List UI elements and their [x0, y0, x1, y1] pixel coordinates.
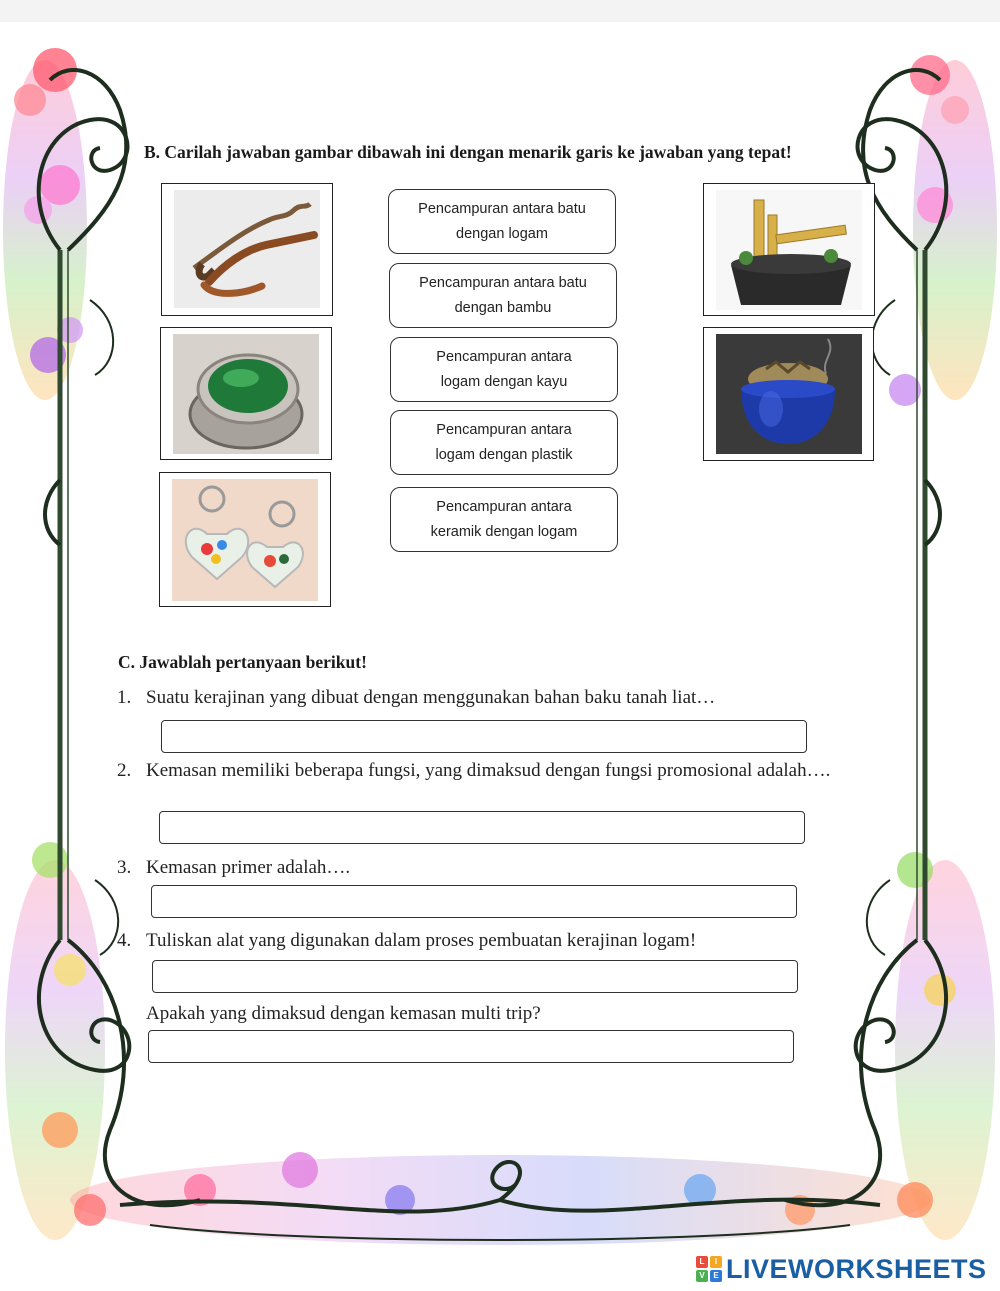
answer-line: dengan logam — [456, 225, 548, 242]
answer-option[interactable] — [390, 337, 618, 402]
answer-line: dengan bambu — [454, 299, 552, 316]
section-b-heading: B. Carilah jawaban gambar dibawah ini dengan menarik garis ke jawaban yang tepat! — [144, 142, 792, 162]
question-number: 3. — [117, 857, 132, 878]
answer-field-5[interactable] — [148, 1030, 794, 1063]
answer-field-1[interactable] — [161, 720, 807, 753]
question-text: Tuliskan alat yang digunakan dalam proses pembuatan kerajinan logam! — [146, 930, 697, 951]
answer-line: keramik dengan logam — [430, 523, 578, 540]
question-5 — [117, 1001, 857, 1029]
top-band — [0, 0, 1000, 22]
keris-image — [174, 190, 320, 308]
answer-option[interactable] — [390, 487, 618, 552]
question-text: Kemasan memiliki beberapa fungsi, yang dimaksud dengan fungsi promosional adalah…. — [146, 760, 831, 781]
question-text: Kemasan primer adalah…. — [146, 857, 351, 878]
answer-line: Pencampuran antara batu — [418, 200, 586, 217]
ring-image — [173, 334, 319, 454]
answer-line: logam dengan plastik — [435, 446, 573, 463]
answer-line: Pencampuran antara batu — [419, 274, 587, 291]
liveworksheets-logo[interactable] — [696, 1254, 987, 1284]
question-text: Apakah yang dimaksud dengan kemasan multi trip? — [146, 1003, 541, 1024]
answer-field-2[interactable] — [159, 811, 805, 844]
answer-option[interactable] — [388, 189, 616, 254]
answer-line: logam dengan kayu — [440, 373, 568, 390]
keychain-image — [172, 479, 318, 601]
logo-squares-icon — [696, 1256, 722, 1282]
section-c-heading: C. Jawablah pertanyaan berikut! — [118, 652, 367, 672]
question-3 — [117, 855, 857, 883]
logo-square: I — [710, 1256, 722, 1268]
answer-field-4[interactable] — [152, 960, 798, 993]
logo-text: LIVEWORKSHEETS — [726, 1253, 987, 1284]
question-number: 4. — [117, 930, 132, 951]
logo-square: L — [696, 1256, 708, 1268]
keychain-picture — [159, 472, 331, 607]
ring-picture — [160, 327, 332, 460]
logo-square: V — [696, 1270, 708, 1282]
answer-line: Pencampuran antara — [436, 498, 572, 515]
answer-option[interactable] — [390, 410, 618, 475]
question-number: 1. — [117, 687, 132, 708]
incense-burner-picture — [703, 327, 874, 461]
bamboo-fountain-picture — [703, 183, 875, 316]
incense-burner-image — [716, 334, 862, 454]
answer-field-3[interactable] — [151, 885, 797, 918]
question-2 — [117, 758, 857, 810]
bamboo-fountain-image — [716, 190, 862, 310]
question-number: 2. — [117, 760, 132, 781]
logo-square: E — [710, 1270, 722, 1282]
answer-line: Pencampuran antara — [436, 348, 572, 365]
keris-picture — [161, 183, 333, 316]
question-4 — [117, 928, 857, 956]
answer-line: Pencampuran antara — [436, 421, 572, 438]
question-1 — [117, 685, 857, 713]
answer-option[interactable] — [389, 263, 617, 328]
question-text: Suatu kerajinan yang dibuat dengan menggunakan bahan baku tanah liat… — [146, 687, 716, 708]
